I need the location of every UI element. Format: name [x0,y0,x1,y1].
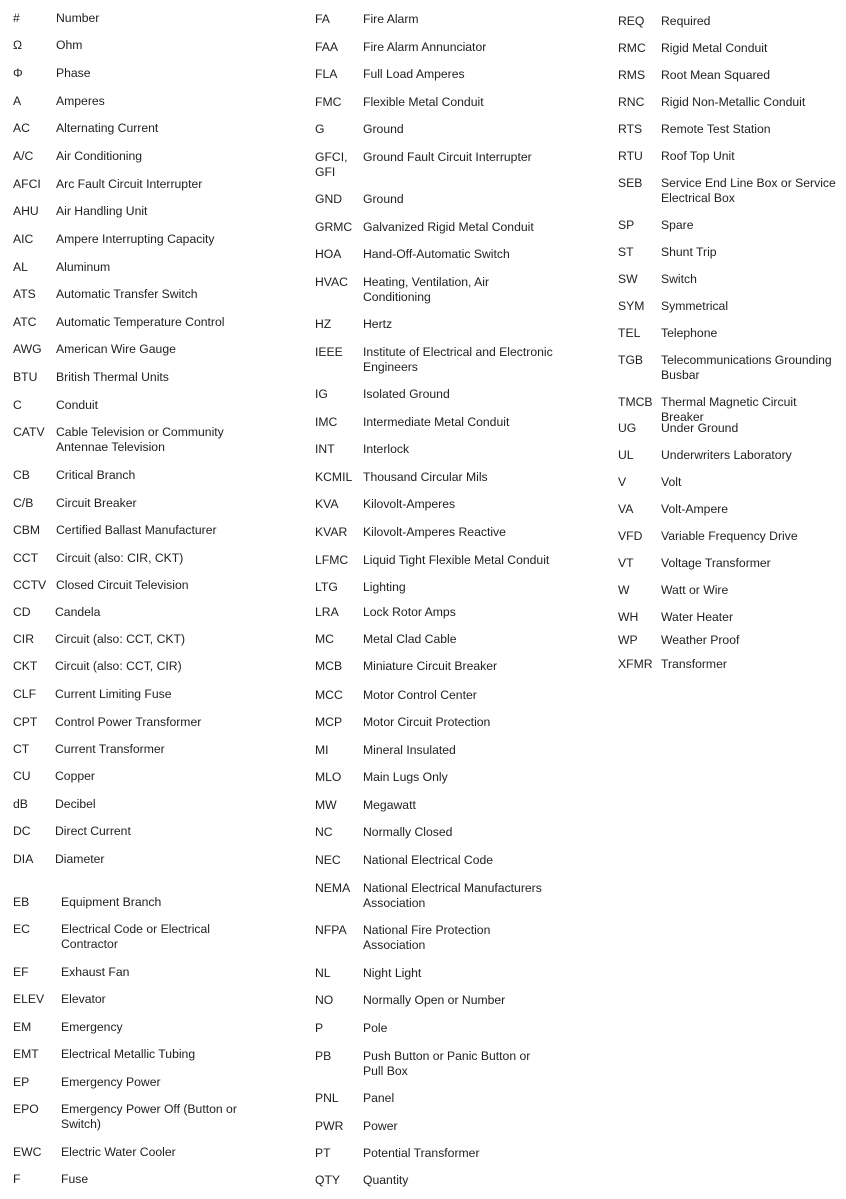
abbreviation-term-w: W [618,583,630,597]
abbreviation-definition: Direct Current [55,824,131,838]
abbreviation-definition: Equipment Branch [61,895,162,909]
abbreviation-definition: Pole [363,1021,388,1035]
abbreviation-definition: Cable Television or Community Antennae Television [56,425,224,454]
abbreviation-term-f: F [13,1172,21,1186]
abbreviation-term-ug: UG [618,421,637,435]
abbreviation-term-rmc: RMC [618,41,646,55]
abbreviation-term-hoa: HOA [315,247,342,261]
abbreviation-term-kvar: KVAR [315,525,348,539]
abbreviation-definition: Miniature Circuit Breaker [363,659,498,673]
abbreviation-term-cpt: CPT [13,715,38,729]
abbreviation-term-fla: FLA [315,67,338,81]
abbreviation-term-atc: ATC [13,315,37,329]
abbreviation-definition: Circuit (also: CCT, CIR) [55,659,182,673]
abbreviation-term-ltg: LTG [315,580,338,594]
abbreviation-term-hz: HZ [315,317,332,331]
abbreviation-definition: Motor Control Center [363,688,477,702]
abbreviation-definition: Current Transformer [55,742,165,756]
abbreviation-term-kva: KVA [315,497,339,511]
abbreviation-term-emt: EMT [13,1047,39,1061]
abbreviation-term-cctv: CCTV [13,578,47,592]
abbreviation-definition: Full Load Amperes [363,67,465,81]
abbreviation-definition: Transformer [661,657,727,671]
abbreviation-definition: Circuit (also: CIR, CKT) [56,551,184,565]
abbreviation-definition: Push Button or Panic Button or Pull Box [363,1049,531,1078]
abbreviation-definition: Aluminum [56,260,111,274]
abbreviation-definition: Volt [661,475,682,489]
abbreviation-term-a-c: A/C [13,149,34,163]
abbreviation-definition: Galvanized Rigid Metal Conduit [363,220,534,234]
abbreviation-term-mcp: MCP [315,715,343,729]
abbreviation-term-rts: RTS [618,122,643,136]
abbreviation-definition: Air Conditioning [56,149,143,163]
abbreviation-definition: National Electrical Manufacturers Association [363,881,542,910]
abbreviation-term-symbol: Ω [13,38,23,52]
abbreviation-definition: Service End Line Box or Service Electrical Box [661,176,836,205]
abbreviation-definition: Telecommunications Grounding Busbar [661,353,832,382]
abbreviation-term-rms: RMS [618,68,646,82]
abbreviation-definition: Thermal Magnetic Circuit Breaker [661,395,797,424]
abbreviation-definition: Decibel [55,797,96,811]
abbreviation-definition: Arc Fault Circuit Interrupter [56,177,203,191]
abbreviation-definition: Alternating Current [56,121,159,135]
abbreviation-term-v: V [618,475,627,489]
abbreviation-term-gfci-gfi: GFCI, GFI [315,150,348,179]
abbreviation-term-clf: CLF [13,687,37,701]
abbreviation-term-nfpa: NFPA [315,923,347,937]
abbreviation-definition: National Fire Protection Association [363,923,491,952]
abbreviation-definition: Elevator [61,992,106,1006]
abbreviation-term-mw: MW [315,798,337,812]
abbreviation-definition: Spare [661,218,694,232]
abbreviation-term-dia: DIA [13,852,34,866]
abbreviation-definition: Automatic Temperature Control [56,315,225,329]
abbreviation-term-pt: PT [315,1146,331,1160]
abbreviation-definition: Weather Proof [661,633,740,647]
abbreviation-term-mcb: MCB [315,659,343,673]
abbreviation-definition: Copper [55,769,95,783]
abbreviation-term-vt: VT [618,556,634,570]
abbreviation-term-rnc: RNC [618,95,645,109]
abbreviation-term-c-b: C/B [13,496,34,510]
abbreviation-definition: Flexible Metal Conduit [363,95,484,109]
abbreviation-definition: Normally Open or Number [363,993,506,1007]
abbreviation-term-qty: QTY [315,1173,341,1187]
abbreviation-term-gnd: GND [315,192,343,206]
abbreviation-term-mlo: MLO [315,770,342,784]
abbreviation-term-nc: NC [315,825,333,839]
abbreviation-definition: Emergency [61,1020,123,1034]
abbreviation-definition: Water Heater [661,610,734,624]
abbreviation-term-catv: CATV [13,425,45,439]
abbreviation-term-nema: NEMA [315,881,351,895]
abbreviation-term-eb: EB [13,895,30,909]
abbreviation-definition: Amperes [56,94,105,108]
abbreviation-definition: Root Mean Squared [661,68,771,82]
abbreviation-term-ckt: CKT [13,659,38,673]
abbreviation-definition: Critical Branch [56,468,136,482]
abbreviation-definition: Ampere Interrupting Capacity [56,232,215,246]
abbreviation-definition: Closed Circuit Television [56,578,189,592]
abbreviation-definition: Ground Fault Circuit Interrupter [363,150,532,164]
abbreviation-term-xfmr: XFMR [618,657,653,671]
abbreviation-definition: Ohm [56,38,83,52]
abbreviation-definition: Voltage Transformer [661,556,771,570]
abbreviation-term-g: G [315,122,325,136]
abbreviation-definition: Hand-Off-Automatic Switch [363,247,510,261]
abbreviation-definition: Rigid Metal Conduit [661,41,768,55]
abbreviation-definition: Current Limiting Fuse [55,687,172,701]
abbreviation-definition: American Wire Gauge [56,342,176,356]
abbreviation-definition: Watt or Wire [661,583,729,597]
abbreviation-term-tel: TEL [618,326,641,340]
abbreviation-term-nec: NEC [315,853,341,867]
abbreviation-definition: Conduit [56,398,99,412]
abbreviation-term-btu: BTU [13,370,38,384]
abbreviation-term-mc: MC [315,632,334,646]
abbreviation-term-imc: IMC [315,415,338,429]
abbreviation-definition: Main Lugs Only [363,770,448,784]
abbreviation-term-vfd: VFD [618,529,643,543]
abbreviation-term-pnl: PNL [315,1091,339,1105]
abbreviation-definition: Power [363,1119,398,1133]
abbreviation-term-no: NO [315,993,334,1007]
abbreviation-term-req: REQ [618,14,645,28]
abbreviation-term-cbm: CBM [13,523,41,537]
abbreviation-definition: British Thermal Units [56,370,169,384]
abbreviation-definition: Motor Circuit Protection [363,715,491,729]
abbreviation-term-al: AL [13,260,28,274]
abbreviation-term-fmc: FMC [315,95,342,109]
abbreviation-term-sym: SYM [618,299,645,313]
abbreviation-definition: Variable Frequency Drive [661,529,798,543]
abbreviation-term-int: INT [315,442,335,456]
abbreviation-term-cct: CCT [13,551,39,565]
abbreviation-term-fa: FA [315,12,330,26]
abbreviation-term-ec: EC [13,922,30,936]
abbreviation-definition: Panel [363,1091,395,1105]
abbreviation-term-grmc: GRMC [315,220,353,234]
abbreviation-term-wp: WP [618,633,638,647]
abbreviation-definition: Institute of Electrical and Electronic Engineers [363,345,553,374]
abbreviation-term-ewc: EWC [13,1145,42,1159]
abbreviation-definition: Switch [661,272,697,286]
abbreviation-definition: Ground [363,122,404,136]
abbreviation-term-st: ST [618,245,634,259]
abbreviation-term-pb: PB [315,1049,332,1063]
abbreviation-term-ul: UL [618,448,634,462]
abbreviation-definition: Diameter [55,852,105,866]
abbreviation-term-tgb: TGB [618,353,644,367]
abbreviation-term-mi: MI [315,743,329,757]
abbreviation-definition: Interlock [363,442,410,456]
abbreviation-term-cd: CD [13,605,31,619]
abbreviation-term-lfmc: LFMC [315,553,349,567]
abbreviation-term-cir: CIR [13,632,34,646]
abbreviation-definition: Intermediate Metal Conduit [363,415,510,429]
abbreviation-definition: Control Power Transformer [55,715,202,729]
abbreviation-definition: Hertz [363,317,393,331]
abbreviation-term-seb: SEB [618,176,643,190]
abbreviation-term-kcmil: KCMIL [315,470,353,484]
abbreviation-definition: Lock Rotor Amps [363,605,456,619]
abbreviation-term-db: dB [13,797,28,811]
abbreviation-term-mcc: MCC [315,688,343,702]
abbreviation-definition: Fire Alarm [363,12,419,26]
abbreviation-definition: Underwriters Laboratory [661,448,792,462]
abbreviation-term-hvac: HVAC [315,275,348,289]
abbreviation-definition: Symmetrical [661,299,729,313]
abbreviation-definition: Roof Top Unit [661,149,735,163]
abbreviation-definition: Electrical Code or Electrical Contractor [61,922,211,951]
abbreviation-definition: Air Handling Unit [56,204,148,218]
abbreviation-definition: Automatic Transfer Switch [56,287,198,301]
abbreviation-term-aic: AIC [13,232,34,246]
abbreviation-term-ac: AC [13,121,30,135]
abbreviation-definition: Electrical Metallic Tubing [61,1047,196,1061]
abbreviation-term-p: P [315,1021,324,1035]
abbreviation-term-sp: SP [618,218,635,232]
abbreviation-definition: Phase [56,66,91,80]
abbreviation-term-ef: EF [13,965,29,979]
abbreviation-term-symbol: Φ [13,66,23,80]
abbreviation-definition: Under Ground [661,421,739,435]
abbreviation-definition: Electric Water Cooler [61,1145,176,1159]
abbreviation-definition: Megawatt [363,798,416,812]
abbreviation-definition: Certified Ballast Manufacturer [56,523,217,537]
abbreviation-term-faa: FAA [315,40,339,54]
abbreviation-term-em: EM [13,1020,32,1034]
abbreviation-term-dc: DC [13,824,31,838]
abbreviation-definition: Quantity [363,1173,409,1187]
abbreviation-definition: Rigid Non-Metallic Conduit [661,95,806,109]
abbreviation-definition: Normally Closed [363,825,453,839]
abbreviation-term-c: C [13,398,22,412]
abbreviation-term-epo: EPO [13,1102,39,1116]
abbreviation-definition: Kilovolt-Amperes [363,497,456,511]
abbreviation-definition: Remote Test Station [661,122,771,136]
abbreviation-definition: Night Light [363,966,422,980]
abbreviation-term-cb: CB [13,468,30,482]
abbreviation-term-lra: LRA [315,605,339,619]
abbreviation-term-wh: WH [618,610,639,624]
abbreviation-term-ep: EP [13,1075,30,1089]
abbreviation-term-cu: CU [13,769,31,783]
abbreviation-definition: Required [661,14,711,28]
abbreviation-definition: National Electrical Code [363,853,494,867]
abbreviation-definition: Telephone [661,326,718,340]
abbreviation-term-a: A [13,94,22,108]
abbreviation-term-ieee: IEEE [315,345,343,359]
abbreviation-definition: Candela [55,605,101,619]
abbreviation-definition: Potential Transformer [363,1146,480,1160]
abbreviation-term-elev: ELEV [13,992,45,1006]
abbreviation-definition: Fire Alarm Annunciator [363,40,487,54]
abbreviation-definition: Shunt Trip [661,245,717,259]
abbreviation-term-rtu: RTU [618,149,643,163]
abbreviation-term-afci: AFCI [13,177,41,191]
abbreviation-definition: Lighting [363,580,406,594]
abbreviation-term-symbol: # [13,11,20,25]
abbreviation-definition: Mineral Insulated [363,743,456,757]
abbreviation-definition: Circuit (also: CCT, CKT) [55,632,186,646]
abbreviation-definition: Kilovolt-Amperes Reactive [363,525,506,539]
abbreviation-definition: Fuse [61,1172,89,1186]
abbreviation-definition: Isolated Ground [363,387,450,401]
abbreviation-definition: Exhaust Fan [61,965,130,979]
abbreviation-term-awg: AWG [13,342,42,356]
abbreviation-term-ct: CT [13,742,30,756]
abbreviation-definition: Volt-Ampere [661,502,729,516]
abbreviation-definition: Circuit Breaker [56,496,137,510]
abbreviation-term-sw: SW [618,272,638,286]
abbreviation-definition: Liquid Tight Flexible Metal Conduit [363,553,550,567]
abbreviation-term-pwr: PWR [315,1119,344,1133]
abbreviation-term-ats: ATS [13,287,36,301]
abbreviation-term-nl: NL [315,966,331,980]
abbreviation-definition: Emergency Power Off (Button or Switch) [61,1102,237,1131]
abbreviation-definition: Metal Clad Cable [363,632,457,646]
abbreviation-term-ahu: AHU [13,204,39,218]
abbreviation-definition: Heating, Ventilation, Air Conditioning [363,275,490,304]
abbreviation-definition: Ground [363,192,404,206]
abbreviation-term-tmcb: TMCB [618,395,653,409]
abbreviation-definition: Number [56,11,100,25]
abbreviation-definition: Thousand Circular Mils [363,470,488,484]
abbreviation-term-ig: IG [315,387,328,401]
abbreviation-term-va: VA [618,502,634,516]
abbreviation-definition: Emergency Power [61,1075,161,1089]
